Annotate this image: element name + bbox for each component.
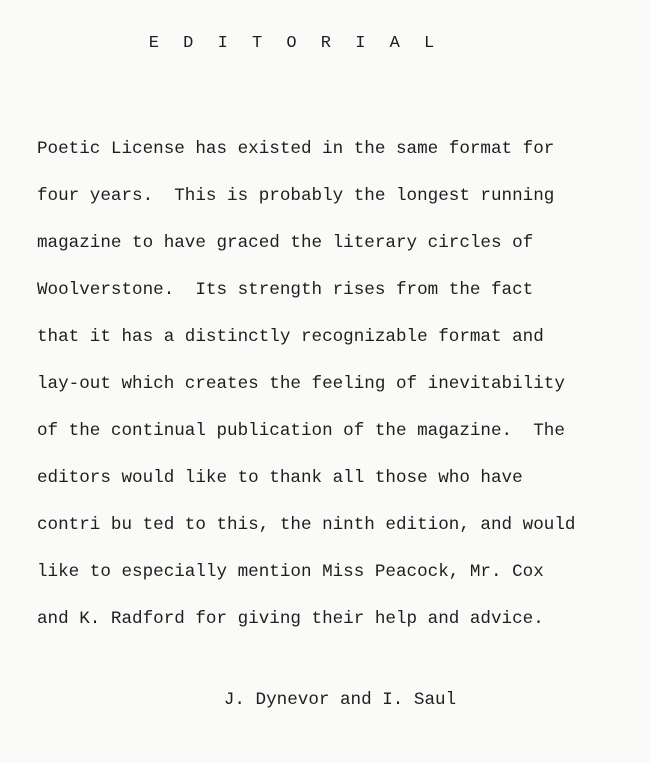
body-line: Poetic License has existed in the same format for xyxy=(37,139,555,159)
body-line: four years. This is probably the longest running xyxy=(37,186,555,206)
body-line: Woolverstone. Its strength rises from the fact xyxy=(37,280,534,300)
editorial-body xyxy=(37,126,627,643)
body-line: like to especially mention Miss Peacock, Mr. Cox xyxy=(37,562,544,582)
page-title: E D I T O R I A L xyxy=(148,34,442,53)
body-line: of the continual publication of the magazine. The xyxy=(37,421,565,441)
body-line: magazine to have graced the literary circles of xyxy=(37,233,534,253)
body-line: contri bu ted to this, the ninth edition, and would xyxy=(37,515,576,535)
body-line: editors would like to thank all those who have xyxy=(37,468,523,488)
body-line: lay-out which creates the feeling of inevitability xyxy=(37,374,565,394)
signature: J. Dynevor and I. Saul xyxy=(223,690,457,710)
body-line: that it has a distinctly recognizable format and xyxy=(37,327,544,347)
body-line: and K. Radford for giving their help and advice. xyxy=(37,609,544,629)
